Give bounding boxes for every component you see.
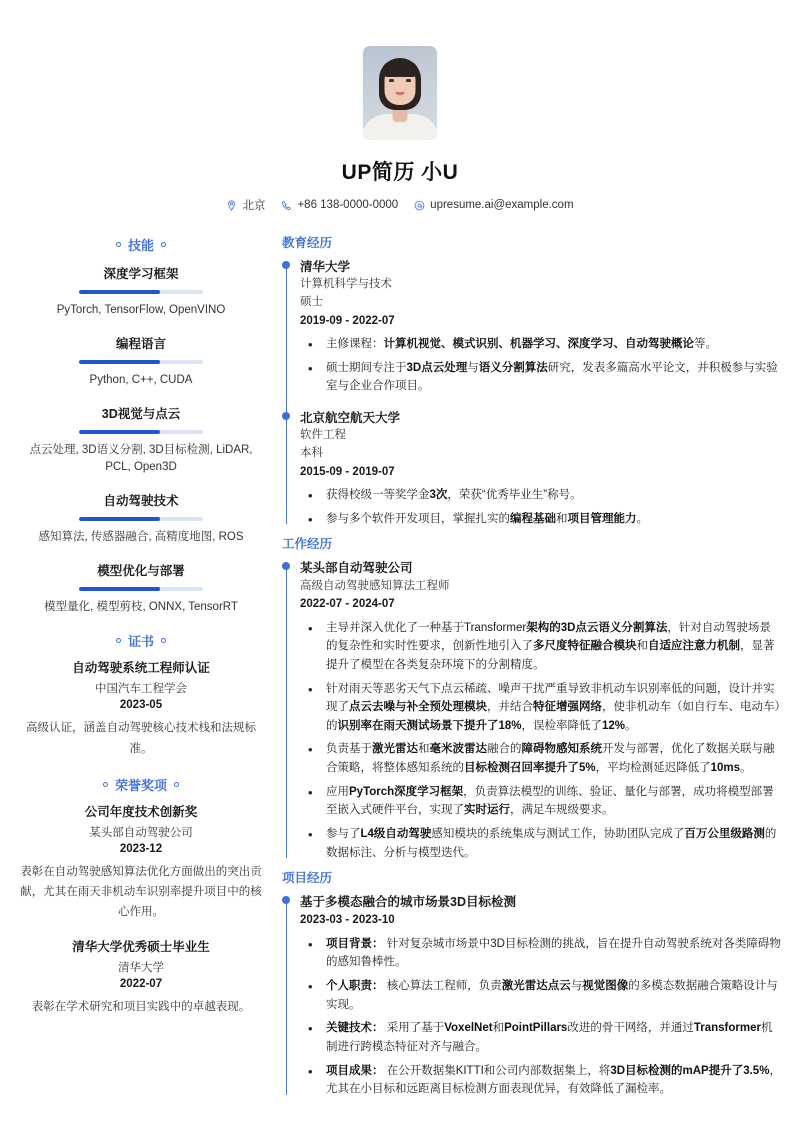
skill-progress-fill — [79, 517, 160, 521]
education-title: 北京航空航天大学 — [300, 411, 401, 426]
card-title: 自动驾驶系统工程师认证 — [72, 660, 210, 675]
card-issuer: 清华大学 — [118, 962, 164, 974]
skill-progress-fill — [79, 587, 160, 591]
location-icon — [226, 200, 237, 211]
education-degree: 硕士 — [300, 295, 323, 308]
bullet-item: • 获得校级一等奖学金3次，荣获“优秀毕业生”称号。 — [300, 486, 782, 505]
section-title-education: 教育经历 — [282, 236, 333, 250]
education-date: 2019-09 - 2022-07 — [300, 314, 395, 327]
project-entry — [300, 893, 782, 1099]
bullet-list — [300, 486, 782, 528]
circle-decor-icon — [161, 242, 166, 247]
resume-header — [0, 0, 800, 219]
certificate-item — [18, 660, 264, 759]
skill-name: 深度学习框架 — [103, 267, 179, 281]
contact-list — [0, 197, 800, 213]
work-subtitle: 高级自动驾驶感知算法工程师 — [300, 579, 450, 592]
skill-item — [18, 264, 264, 320]
card-title: 清华大学优秀硕士毕业生 — [72, 939, 210, 954]
skill-detail: Python, C++, CUDA — [89, 373, 193, 386]
section-title-work: 工作经历 — [282, 537, 333, 552]
skill-name: 自动驾驶技术 — [103, 494, 179, 509]
sidebar-heading-honors-label: 荣誉奖项 — [114, 777, 167, 793]
phone-icon — [281, 200, 292, 211]
sidebar-heading-certificates — [18, 631, 264, 650]
education-date: 2015-09 - 2019-07 — [300, 465, 395, 478]
skill-progress-fill — [79, 290, 160, 294]
section-projects — [282, 868, 782, 1099]
bullet-item: • 关键技术： 采用了基于VoxelNet和PointPillars改进的骨干网络，并通过Transformer机制进行跨模态特征对齐与融合。 — [300, 1019, 782, 1056]
skill-name: 3D视觉与点云 — [101, 406, 181, 421]
card-date: 2022-07 — [119, 978, 163, 990]
circle-decor-icon — [103, 782, 108, 787]
card-description: 高级认证，涵盖自动驾驶核心技术栈和法规标准。 — [26, 722, 256, 755]
contact-location-text: 北京 — [242, 200, 266, 212]
circle-decor-icon — [174, 782, 179, 787]
bullet-item: • 参与了L4级自动驾驶感知模块的系统集成与测试工作，协助团队完成了百万公里级路测的数据标注、分析与模型迭代。 — [300, 825, 782, 862]
card-description: 表彰在自动驾驶感知算法优化方面做出的突出贡献，尤其在雨天非机动车识别率提升项目中的核心作用。 — [20, 866, 262, 919]
skill-progress-bar — [79, 290, 203, 294]
skill-name: 模型优化与部署 — [97, 564, 185, 579]
skill-progress-bar — [79, 517, 203, 521]
card-date: 2023-12 — [119, 843, 163, 856]
education-title: 清华大学 — [300, 260, 351, 274]
circle-decor-icon — [116, 242, 121, 247]
card-title: 公司年度技术创新奖 — [84, 804, 198, 819]
contact-email-text: upresume.ai@example.com — [430, 199, 574, 211]
bullet-list — [300, 935, 782, 1099]
bullet-item: • 项目背景： 针对复杂城市场景中3D目标检测的挑战，旨在提升自动驾驶系统对各类障碍物的感知鲁棒性。 — [300, 935, 782, 972]
sidebar — [18, 233, 264, 1033]
education-entry — [300, 258, 782, 396]
sidebar-heading-skills — [18, 235, 264, 254]
card-issuer: 中国汽车工程学会 — [95, 683, 187, 696]
skill-detail: 点云处理, 3D语义分割, 3D目标检测, LiDAR, PCL, Open3D — [29, 443, 253, 474]
education-subtitle: 软件工程 — [300, 429, 346, 442]
skill-item — [18, 404, 264, 478]
projects-timeline — [282, 893, 782, 1099]
contact-phone — [281, 199, 398, 211]
project-title: 基于多模态融合的城市场景3D目标检测 — [300, 895, 516, 910]
skills-list — [18, 264, 264, 617]
section-title-projects: 项目经历 — [282, 871, 333, 886]
photo-container — [0, 46, 800, 140]
bullet-item: • 项目成果： 在公开数据集KITTI和公司内部数据集上，将3D目标检测的mAP提升了3.5%，尤其在小目标和远距离目标检测方面表现优异，有效降低了漏检率。 — [300, 1062, 782, 1099]
skill-progress-bar — [79, 360, 203, 364]
skill-detail: PyTorch, TensorFlow, OpenVINO — [56, 304, 226, 316]
honor-item — [18, 804, 264, 923]
skill-detail: 感知算法, 传感器融合, 高精度地图, ROS — [38, 531, 244, 544]
bullet-list — [300, 619, 782, 863]
email-icon — [414, 200, 425, 211]
sidebar-heading-honors — [18, 775, 264, 794]
bullet-list — [300, 335, 782, 396]
skill-progress-bar — [79, 430, 203, 434]
contact-phone-text: +86 138-0000-0000 — [297, 199, 399, 211]
skill-item — [18, 491, 264, 547]
section-education — [282, 233, 782, 528]
bullet-item: • 针对雨天等恶劣天气下点云稀疏、噪声干扰严重导致非机动车识别率低的问题，设计并实现了点云去噪与补全预处理模块，并结合特征增强网络，使非机动车（如自行车、电动车）的识别率在雨天测试场景下提升了18%，误检率降低了12%。 — [300, 680, 782, 736]
skill-progress-bar — [79, 587, 203, 591]
card-description: 表彰在学术研究和项目实践中的卓越表现。 — [31, 1001, 251, 1013]
skill-detail: 模型量化, 模型剪枝, ONNX, TensorRT — [44, 601, 238, 614]
work-date: 2022-07 - 2024-07 — [300, 598, 395, 611]
skill-progress-fill — [79, 360, 160, 364]
work-entry — [300, 559, 782, 862]
education-timeline — [282, 258, 782, 528]
bullet-item: • 个人职责： 核心算法工程师，负责激光雷达点云与视觉图像的多模态数据融合策略设计与实现。 — [300, 977, 782, 1014]
education-subtitle: 计算机科学与技术 — [300, 278, 392, 291]
sidebar-heading-certificates-label: 证书 — [127, 633, 154, 649]
portrait-photo — [363, 46, 437, 140]
education-entry — [300, 409, 782, 528]
main-content — [282, 233, 782, 1105]
work-title: 某头部自动驾驶公司 — [300, 561, 413, 576]
sidebar-heading-skills-label: 技能 — [127, 238, 154, 253]
skill-progress-fill — [79, 430, 160, 434]
bullet-item: • 应用PyTorch深度学习框架，负责算法模型的训练、验证、量化与部署，成功将模型部署至嵌入式硬件平台，实现了实时运行，满足车规级要求。 — [300, 783, 782, 820]
skill-item — [18, 561, 264, 617]
bullet-item: • 主修课程：计算机视觉、模式识别、机器学习、深度学习、自动驾驶概论等。 — [300, 335, 782, 354]
candidate-name: UP简历 小U — [341, 161, 459, 184]
section-work — [282, 534, 782, 862]
certificates-list — [18, 660, 264, 759]
work-timeline — [282, 559, 782, 862]
contact-email — [414, 199, 573, 211]
skill-item — [18, 334, 264, 390]
project-date: 2023-03 - 2023-10 — [300, 914, 395, 927]
honors-list — [18, 804, 264, 1018]
bullet-item: • 主导并深入优化了一种基于Transformer架构的3D点云语义分割算法，针对自动驾驶场景的复杂性和实时性要求，创新性地引入了多尺度特征融合模块和自适应注意力机制，显著提升了模型在各类复杂环境下的分割精度。 — [300, 619, 782, 675]
resume-body — [0, 219, 800, 1129]
bullet-item: • 负责基于激光雷达和毫米波雷达融合的障碍物感知系统开发与部署，优化了数据关联与融合策略，将整体感知系统的目标检测召回率提升了5%，平均检测延迟降低了10ms。 — [300, 740, 782, 777]
bullet-item: • 硕士期间专注于3D点云处理与语义分割算法研究，发表多篇高水平论文，并积极参与实验室与企业合作项目。 — [300, 359, 782, 396]
card-date: 2023-05 — [119, 699, 163, 712]
circle-decor-icon — [161, 638, 166, 643]
card-issuer: 某头部自动驾驶公司 — [89, 827, 193, 840]
circle-decor-icon — [116, 638, 121, 643]
contact-location — [226, 197, 265, 213]
honor-item — [18, 939, 264, 1018]
skill-name: 编程语言 — [115, 336, 166, 351]
bullet-item: • 参与多个软件开发项目，掌握扎实的编程基础和项目管理能力。 — [300, 510, 782, 529]
education-degree: 本科 — [300, 446, 323, 459]
